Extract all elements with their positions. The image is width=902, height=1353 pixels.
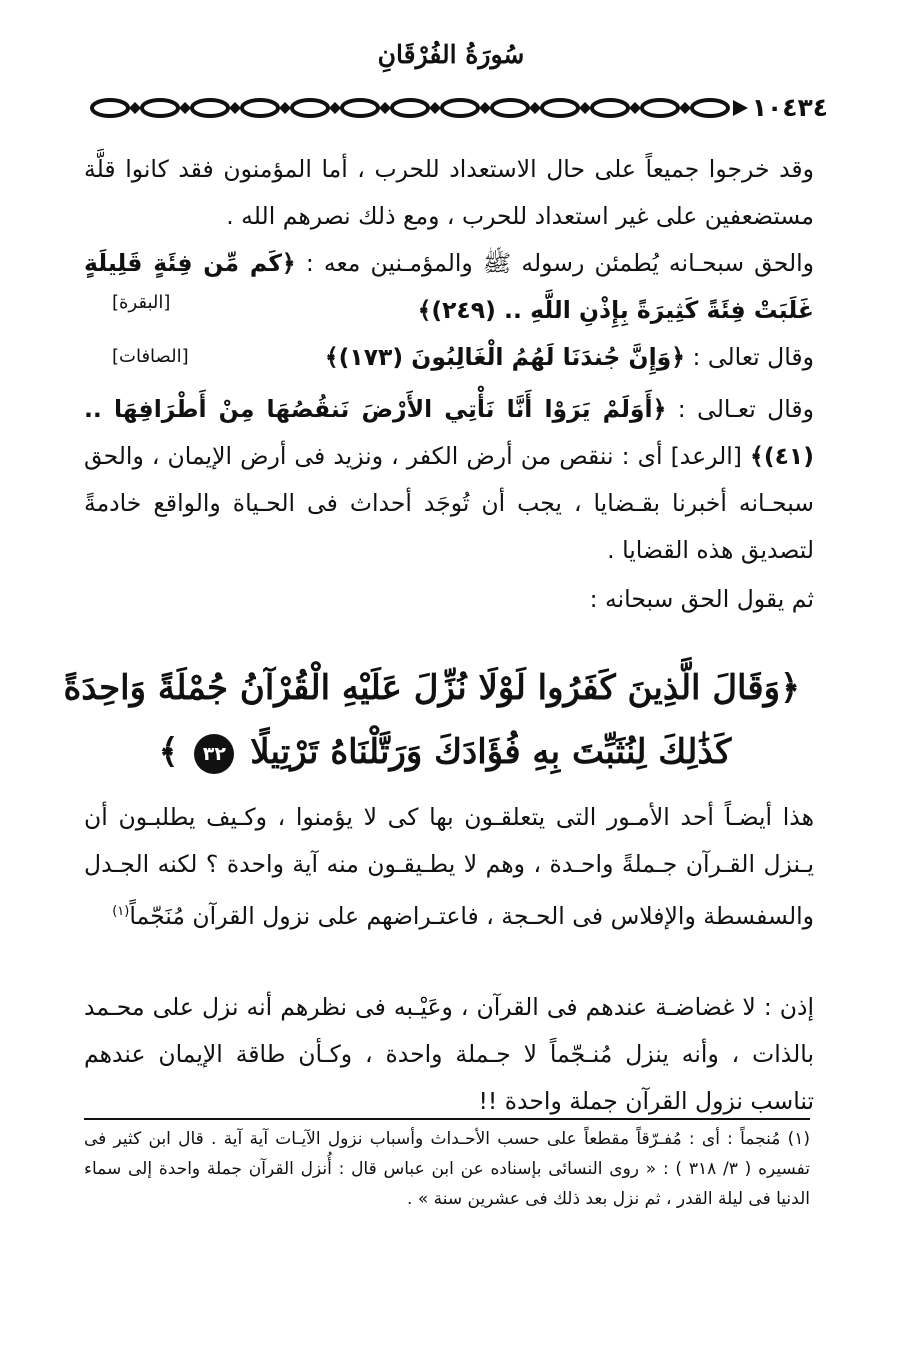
paragraph-text: إذن : لا غضاضـة عندهم فى القرآن ، وعَيْـبه فى نظرهم أنه نزل على محـمد بالذات ، وأنه ينزل مُنـجّماً لا جـملة واحدة ، وكـأن طاقة الإيمان عندهم تناسب نزول القرآن جملة واحدة !! — [84, 993, 814, 1115]
paragraph-1 — [84, 146, 814, 240]
page-number: ١٠٤٣٤ — [751, 93, 828, 122]
paragraph-text: ثم يقول الحق سبحانه : — [589, 585, 814, 613]
paragraph-4 — [84, 386, 814, 574]
paragraph-5 — [84, 576, 814, 623]
verse-line-2-text: كَذَٰلِكَ لِنُثَبِّتَ بِهِ فُؤَادَكَ وَرَتَّلْنَاهُ تَرْتِيلًا — [250, 732, 732, 772]
footnote: (١) مُنجماً : أى : مُفـرّقاً مقطعاً على حسب الأحـداث وأسباب نزول الآيـات آية آية . قال ابن كثير فى تفسيره ( ٣/ ٣١٨ ) : « روى النسائى بإسناده عن ابن عباس قال : أُنزل القرآن جملة واحدة إلى سماء الدنيا فى ليلة القدر ، ثم نزل بعد ذلك فى عشرين سنة » . — [84, 1129, 810, 1209]
paragraph-text — [84, 334, 814, 381]
surah-reference: [الصافات] — [112, 346, 189, 367]
closing-bracket: ﴾ — [158, 732, 179, 772]
quran-verse-block — [63, 656, 800, 784]
chain-ornament — [88, 90, 748, 126]
intro-text: والحق سبحـانه يُطمئن رسوله ﷺ والمؤمـنين معه : — [305, 249, 814, 277]
quran-quote: ﴿كَم مِّن فِئَةٍ قَلِيلَةٍ غَلَبَتْ فِئَةً كَثِيرَةً بِإِذْنِ اللَّهِ .. (٢٤٩)﴾ — [84, 249, 814, 324]
paragraph-text — [84, 794, 814, 940]
commentary-text: هذا أيضـاً أحد الأمـور التى يتعلقـون بها كى لا يؤمنوا ، وكـيف يطلبـون أن يـنزل القـرآن جـملةً واحـدة ، وهم لا يطـيقـون منه آية واحدة ؟ لكنه الجـدل والسفسطة والإفلاس فى الحـجة ، فاعتـراضهم على نزول القرآن مُنَجّماً — [84, 803, 814, 930]
verse-line-2 — [90, 720, 800, 784]
paragraph-2 — [84, 240, 814, 334]
verse-line-1: ﴿وَقَالَ الَّذِينَ كَفَرُوا لَوْلَا نُزِّلَ عَلَيْهِ الْقُرْآنُ جُمْلَةً وَاحِدَةً — [63, 668, 800, 708]
surah-title: سُورَةُ الفُرْقَانِ — [377, 40, 525, 69]
paragraph-3 — [84, 334, 814, 381]
header-band — [88, 88, 858, 128]
footnote-divider — [84, 1118, 810, 1120]
paragraph-text — [84, 386, 814, 574]
surah-reference: [البقرة] — [112, 292, 171, 313]
commentary-2 — [84, 984, 814, 1125]
paragraph-text: وقد خرجوا جميعاً على حال الاستعداد للحرب ، أما المؤمنون فقد كانوا قلَّة مستضعفين على غير استعداد للحرب ، ومع ذلك نصرهم الله . — [84, 155, 814, 230]
quran-quote: ﴿وَإِنَّ جُندَنَا لَهُمُ الْغَالِبُونَ (١٧٣)﴾ — [324, 343, 686, 371]
explanation-text: [الرعد] أى : ننقص من أرض الكفر ، ونزيد فى أرض الإيمان ، والحق سبحـانه أخبرنا بقـضايا ، يجب أن تُوجَد أحداث فى الحـياة والواقع خادمةً لتصديق هذه القضايا . — [84, 442, 814, 564]
paragraph-text — [84, 240, 814, 334]
intro-text: وقال تعـالى : — [677, 395, 814, 423]
quran-quote: ﴿أَوَلَمْ يَرَوْا أَنَّا نَأْتِي الأَرْضَ نَنقُصُهَا مِنْ أَطْرَافِهَا .. (٤١)﴾ — [84, 395, 814, 470]
commentary-1 — [84, 794, 814, 940]
intro-text: وقال تعالى : — [692, 343, 814, 371]
verse-number-medallion: ٣٢ — [194, 734, 234, 774]
footnote-marker[interactable]: (١) — [112, 904, 130, 919]
